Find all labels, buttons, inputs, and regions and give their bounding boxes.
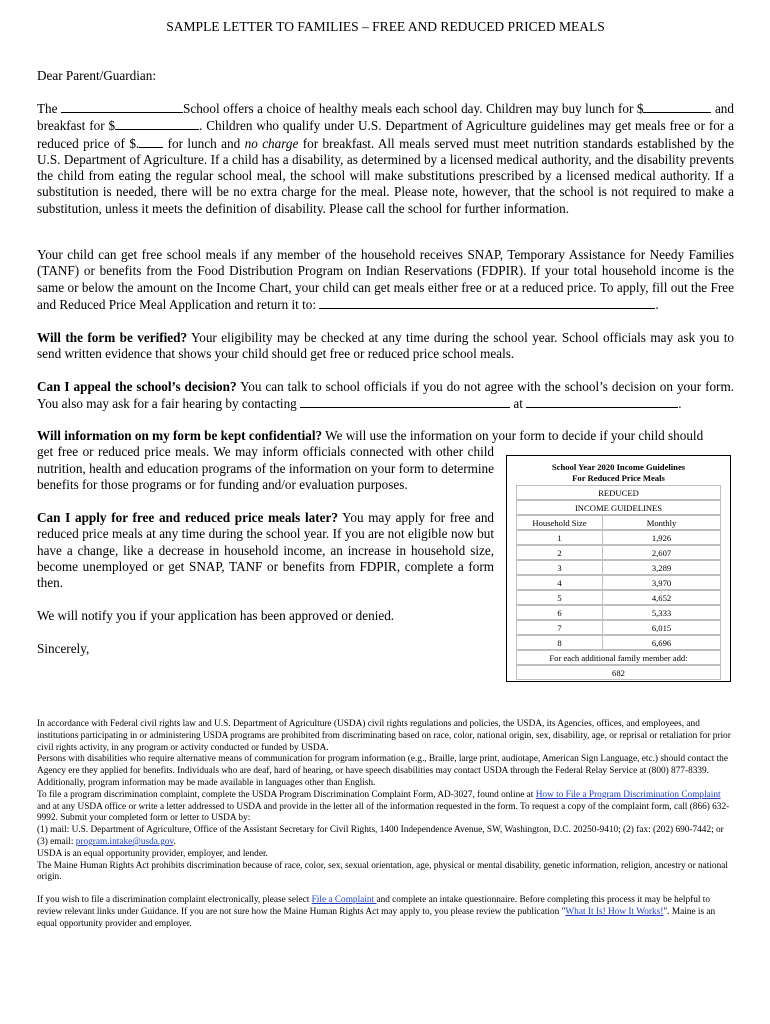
- monthly-income-cell: 5,333: [651, 608, 672, 618]
- table-column-headers: [516, 515, 721, 530]
- verify-paragraph: [37, 330, 734, 363]
- table-row: [516, 560, 721, 575]
- table-row: [516, 605, 721, 620]
- household-size-cell: 6: [517, 606, 603, 619]
- verify-question: Will the form be verified?: [37, 330, 188, 345]
- monthly-income-cell: 3,970: [651, 578, 672, 588]
- footer-disabilities: Persons with disabilities who require alternative means of communication for program information (e.g., Braille, large print, audiotape, American Sign Language, etc.) should contact the Agency ere they applied for benefits. Individuals who are deaf, hard of hearing, or have speech disabilities may contact USDA through the Federal Relay Service at (800) 877-8339. Additionally, program information may be made available in languages other than English.: [37, 754, 728, 788]
- lunch-price-blank[interactable]: [643, 100, 711, 113]
- eligibility-end: .: [655, 296, 659, 312]
- footer: [37, 719, 734, 931]
- intro-paragraph: [37, 100, 734, 217]
- intro-text-a: The: [37, 101, 62, 116]
- intro-text-no-charge: no charge: [244, 135, 299, 151]
- intro-text-c: and breakfast for $: [37, 101, 734, 134]
- household-size-cell: 2: [517, 546, 603, 559]
- household-size-cell: 8: [517, 636, 603, 649]
- monthly-income-cell: 3,289: [651, 563, 672, 573]
- footer-submit-text: (1) mail: U.S. Department of Agriculture, Office of the Assistant Secretary for Civil Rights, 1400 Independence Avenue, SW, Washington, D.C. 20250-9410; (2) fax: (202) 690-7442; or (3) email:: [37, 825, 724, 847]
- monthly-header: Monthly: [646, 518, 677, 528]
- table-row: [516, 575, 721, 590]
- table-reduced-header: REDUCED: [516, 485, 721, 500]
- verify-answer: Your eligibility may be checked at any time during the school year. School officials may ask you to send written evidence that shows your child should get free or reduced price school meals.: [37, 330, 734, 362]
- income-guidelines-table: [506, 455, 731, 682]
- appeal-at: at: [510, 396, 527, 412]
- confidential-line1-text: We will use the information on your form to decide if your child should: [322, 428, 704, 443]
- table-income-header: INCOME GUIDELINES: [516, 500, 721, 515]
- household-size-cell: 1: [517, 531, 603, 544]
- footer-equal-opportunity: USDA is an equal opportunity provider, employer, and lender.: [37, 848, 268, 859]
- salutation: Dear Parent/Guardian:: [37, 68, 157, 83]
- eligibility-text: Your child can get free school meals if any member of the household receives SNAP, Temporary Assistance for Needy Families (TANF) or benefits from the Food Distribution Program on Indian Reservations (FDPIR). If your total household income is the same or below the amount on the Income Chart, your child can get meals either free or at a reduced price. To apply, fill out the Free and Reduced Price Meal Application and return it to:: [37, 247, 734, 312]
- household-size-cell: 3: [517, 561, 603, 574]
- breakfast-price-blank[interactable]: [115, 117, 199, 130]
- appeal-contact-blank[interactable]: [300, 395, 510, 408]
- page-title: SAMPLE LETTER TO FAMILIES – FREE AND REDUCED PRICED MEALS: [166, 19, 605, 34]
- monthly-income-cell: 4,652: [651, 593, 672, 603]
- table-rows: [516, 530, 721, 650]
- table-title-line2: For Reduced Price Meals: [572, 473, 665, 483]
- what-it-is-link[interactable]: What It Is! How It Works!: [565, 906, 664, 917]
- household-size-cell: 7: [517, 621, 603, 634]
- monthly-income-cell: 6,015: [651, 623, 672, 633]
- footer-complaint: [37, 790, 734, 825]
- table-row: [516, 620, 721, 635]
- table-title-line1: School Year 2020 Income Guidelines: [551, 462, 686, 472]
- table-row: [516, 530, 721, 545]
- footer-electronic-text-c: ". Maine is an equal opportunity provider and employer.: [37, 906, 716, 929]
- appeal-answer: You can talk to school officials if you do not agree with the school’s decision on your form. You also may ask for a fair hearing by contacting: [37, 379, 735, 412]
- intro-text-d: . Children who qualify under U.S. Department of Agriculture guidelines may get meals free or for a reduced price of $.: [37, 118, 734, 151]
- intro-text-b: School offers a choice of healthy meals each school day. Children may buy lunch for $: [183, 101, 644, 116]
- footer-electronic-text-b: and complete an intake questionnaire. Before completing this process it may be helpful to review relevant links under Guidance. If you are not sure how the Maine Human Rights Act may apply to, you please review the publication ": [37, 895, 710, 917]
- closing: Sincerely,: [37, 641, 90, 656]
- intro-text-g: for breakfast. All meals served must meet nutrition standards established by the U.S. Department of Agriculture. If a child has a disability, as determined by a licensed medical authority, and the disability prevents the child from eating the regular school meal, the school will make substitutions prescribed by a licensed medical authority. If a substitution is needed, there will be no extra charge for the meal. Please note, however, that the school is not required to make a substitution, unless it meets the definition of disability. Please call the school for further information.: [37, 135, 734, 216]
- return-to-blank[interactable]: [319, 296, 655, 309]
- footer-electronic: [37, 895, 734, 930]
- appeal-phone-blank[interactable]: [526, 395, 678, 408]
- household-size-cell: 4: [517, 576, 603, 589]
- footer-spacer: [37, 884, 734, 895]
- apply-later-answer: You may apply for free and reduced price meals at any time during the school year. If you are not eligible now but have a change, like a decrease in household income, an increase in household size, become unemployed or get SNAP, TANF or benefits from FDPIR, complete a form then.: [37, 510, 495, 591]
- eligibility-paragraph: [37, 247, 734, 313]
- monthly-income-cell: 6,696: [651, 638, 672, 648]
- table-body: [516, 485, 721, 680]
- footer-submit: [37, 825, 734, 849]
- table-row: [516, 635, 721, 650]
- file-complaint-link[interactable]: File a Complaint: [311, 895, 377, 906]
- table-title: [507, 462, 730, 484]
- household-size-header: Household Size: [517, 516, 603, 529]
- footer-civil-rights: In accordance with Federal civil rights law and U.S. Department of Agriculture (USDA) civil rights regulations and policies, the USDA, its Agencies, offices, and employees, and institutions participating in or administering USDA programs are prohibited from discriminating based on race, color, national origin, sex, disability, age, or reprisal or retaliation for prior civil rights activity, in any program or activity conducted or funded by USDA.: [37, 719, 731, 753]
- household-size-cell: 5: [517, 591, 603, 604]
- additional-member-label: For each additional family member add:: [516, 650, 721, 665]
- reduced-price-blank[interactable]: [139, 135, 163, 148]
- table-row: [516, 590, 721, 605]
- table-row: [516, 545, 721, 560]
- appeal-question: Can I appeal the school’s decision?: [37, 379, 237, 394]
- apply-later-paragraph: [37, 510, 494, 591]
- confidential-line1: [37, 428, 734, 444]
- apply-later-question: Can I apply for free and reduced price meals later?: [37, 510, 338, 525]
- intro-text-e: for lunch and: [163, 135, 245, 151]
- complaint-form-link[interactable]: How to File a Program Discrimination Complaint: [535, 789, 721, 800]
- footer-maine-rights: The Maine Human Rights Act prohibits discrimination because of race, color, sex, sexual orientation, age, physical or mental disability, genetic information, religion, ancestry or national origin.: [37, 860, 728, 883]
- appeal-paragraph: [37, 379, 734, 413]
- additional-member-value: 682: [516, 665, 721, 680]
- school-name-blank[interactable]: [61, 100, 183, 113]
- monthly-income-cell: 1,926: [651, 533, 672, 543]
- email-link[interactable]: program.intake@usda.gov: [75, 836, 174, 847]
- monthly-income-cell: 2,607: [651, 548, 672, 558]
- notify-paragraph: We will notify you if your application has been approved or denied.: [37, 608, 395, 623]
- footer-submit-end: .: [173, 836, 176, 847]
- footer-electronic-text-a: If you wish to file a discrimination complaint electronically, please select: [37, 895, 312, 906]
- confidential-rest: get free or reduced price meals. We may inform officials connected with other child nutrition, health and education programs of the information on your form to determine benefits for those programs or for funding and/or evaluation purposes.: [37, 444, 494, 492]
- footer-complaint-text-a: To file a program discrimination complaint, complete the USDA Program Discrimination Complaint Form, AD-3027, found online at: [37, 789, 536, 800]
- appeal-end: .: [678, 396, 682, 412]
- footer-complaint-text-b: and at any USDA office or write a letter addressed to USDA and provide in the letter all of the information requested in the form. To request a copy of the complaint form, call (866) 632-9992. Submit your completed form or letter to USDA by:: [37, 801, 730, 824]
- confidential-question: Will information on my form be kept confidential?: [37, 428, 323, 443]
